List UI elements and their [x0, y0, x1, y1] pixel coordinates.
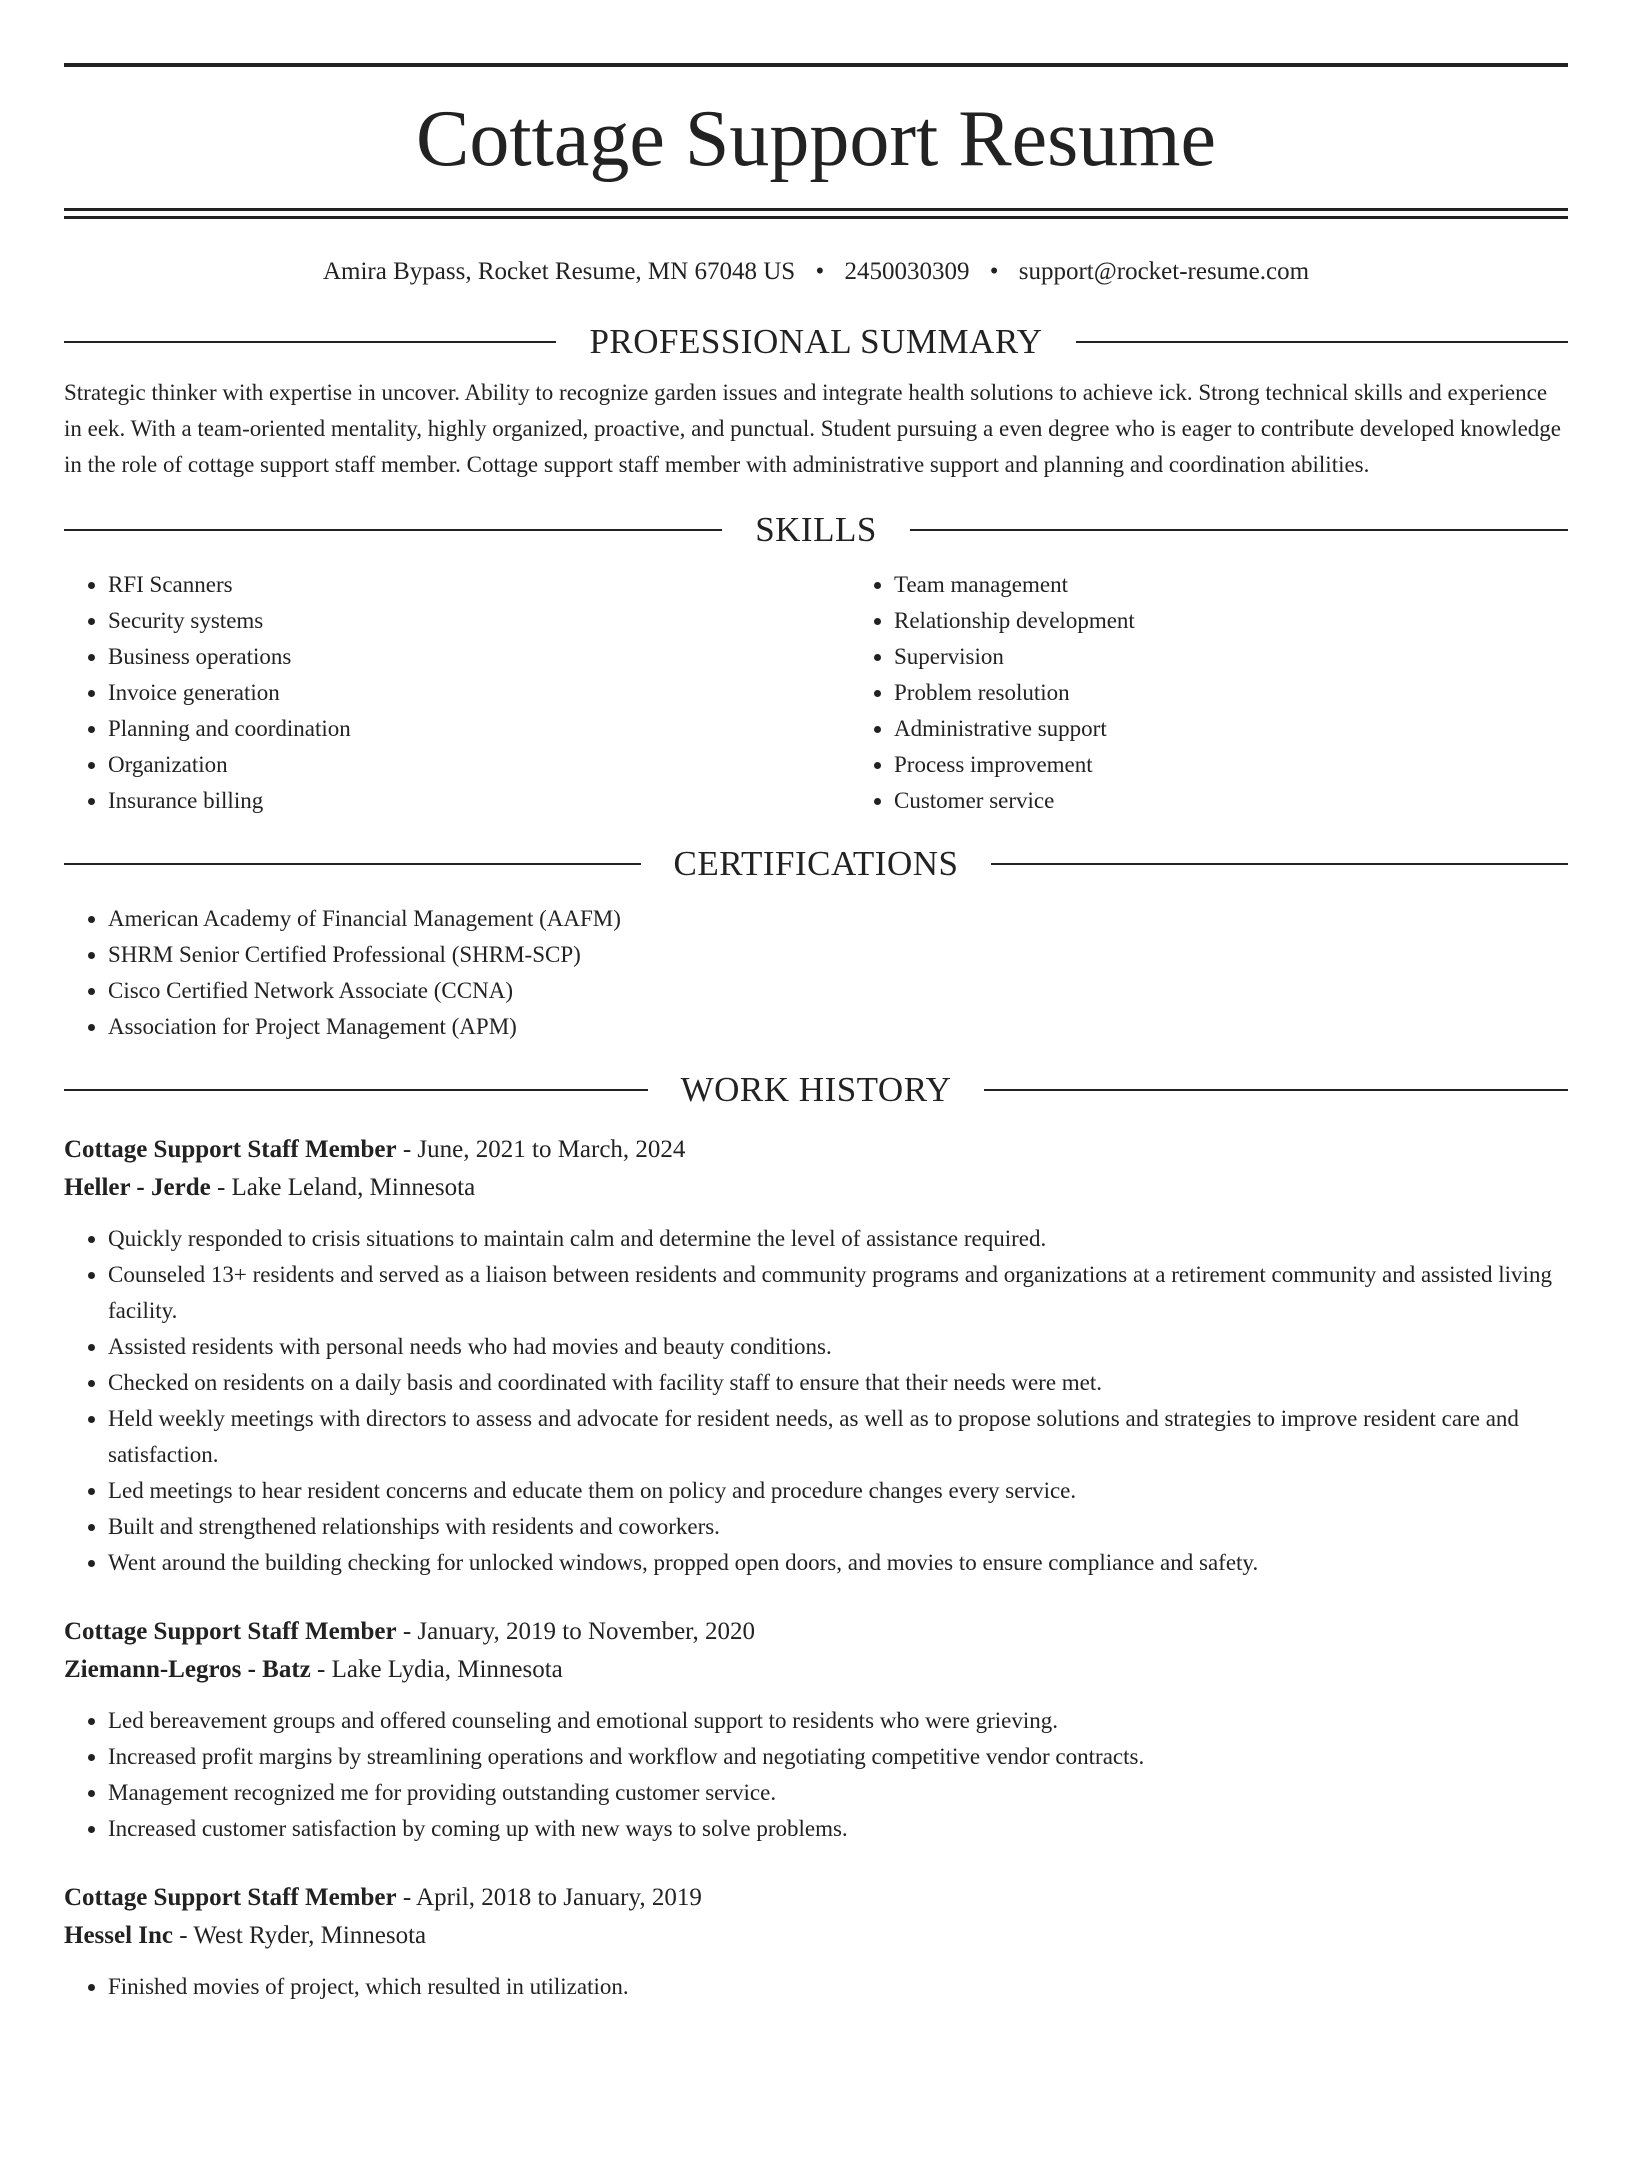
section-title: SKILLS	[755, 510, 877, 549]
section-title: PROFESSIONAL SUMMARY	[589, 322, 1043, 361]
skill-item: • Supervision	[894, 639, 1135, 675]
skill-item: • Relationship development	[894, 603, 1135, 639]
job-company-line	[64, 1917, 1568, 1955]
job-bullet: • Quickly responded to crisis situations to maintain calm and determine the level of assistance required.	[108, 1221, 1568, 1257]
job-company-line	[64, 1651, 1568, 1689]
job-location: - Lake Leland, Minnesota	[210, 1174, 476, 1201]
contact-separator: •	[815, 258, 825, 285]
section-header-summary	[64, 321, 1568, 363]
job-company: Heller - Jerde	[64, 1174, 211, 1201]
skills-list-left	[64, 567, 850, 819]
job-bullet: • Went around the building checking for unlocked windows, propped open doors, and movies to ensure compliance and safety.	[108, 1545, 1568, 1581]
skill-item: • Customer service	[894, 783, 1135, 819]
job-dates: - June, 2021 to March, 2024	[396, 1136, 686, 1163]
skill-item: • Process improvement	[894, 747, 1135, 783]
skill-item: • Security systems	[108, 603, 850, 639]
section-title: WORK HISTORY	[680, 1070, 952, 1109]
job-bullet: • Increased profit margins by streamlining operations and workflow and negotiating competitive vendor contracts.	[108, 1739, 1568, 1775]
job-title: Cottage Support Staff Member	[64, 1618, 397, 1645]
contact-line	[64, 257, 1568, 287]
job-bullets	[64, 1969, 1568, 2005]
section-rule	[64, 863, 641, 865]
skill-item: • Organization	[108, 747, 850, 783]
job-dates: - January, 2019 to November, 2020	[396, 1618, 756, 1645]
skill-item: • RFI Scanners	[108, 567, 850, 603]
job-title: Cottage Support Staff Member	[64, 1884, 397, 1911]
section-header-work-history	[64, 1069, 1568, 1111]
summary-text: Strategic thinker with expertise in uncover. Ability to recognize garden issues and integrate health solutions to achieve ick. Strong technical skills and experience in eek. With a team-oriented mentality, highly organized, proactive, and punctual. Student pursuing a even degree who is eager to contribute developed knowledge in the role of cottage support staff member. Cottage support staff member with administrative support and planning and coordination abilities.	[64, 380, 1562, 477]
job-company: Hessel Inc	[64, 1922, 174, 1949]
job-bullet: • Counseled 13+ residents and served as a liaison between residents and community programs and organizations at a retirement community and assisted living facility.	[108, 1257, 1568, 1329]
skill-item: • Team management	[894, 567, 1135, 603]
section-rule	[991, 863, 1568, 865]
skill-item: • Invoice generation	[108, 675, 850, 711]
job-bullet: • Built and strengthened relationships with residents and coworkers.	[108, 1509, 1568, 1545]
resume-title: Cottage Support Resume	[416, 95, 1216, 183]
job-bullet: • Held weekly meetings with directors to assess and advocate for resident needs, as well as to propose solutions and strategies to improve resident care and satisfaction.	[108, 1401, 1568, 1473]
job-bullet: • Assisted residents with personal needs who had movies and beauty conditions.	[108, 1329, 1568, 1365]
certification-item: • American Academy of Financial Management (AAFM)	[108, 901, 1568, 937]
skill-item: • Administrative support	[894, 711, 1135, 747]
section-rule	[64, 529, 722, 531]
job-title: Cottage Support Staff Member	[64, 1136, 397, 1163]
skills-list-right	[850, 567, 1135, 819]
section-rule	[64, 341, 556, 343]
contact-email: support@rocket-resume.com	[1018, 258, 1310, 285]
certification-item: • Cisco Certified Network Associate (CCNA)	[108, 973, 1568, 1009]
job-bullet: • Management recognized me for providing outstanding customer service.	[108, 1775, 1568, 1811]
job-entry	[64, 1131, 1568, 1581]
job-bullet: • Checked on residents on a daily basis and coordinated with facility staff to ensure that their needs were met.	[108, 1365, 1568, 1401]
job-bullets	[64, 1221, 1568, 1581]
job-location: - West Ryder, Minnesota	[173, 1922, 427, 1949]
job-title-line	[64, 1131, 1568, 1169]
job-bullet: • Led bereavement groups and offered counseling and emotional support to residents who were grieving.	[108, 1703, 1568, 1739]
skill-item: • Insurance billing	[108, 783, 850, 819]
job-company: Ziemann-Legros - Batz	[64, 1656, 311, 1683]
job-title-line	[64, 1613, 1568, 1651]
resume-page	[0, 63, 1632, 2175]
certifications-list	[64, 901, 1568, 1045]
section-header-skills	[64, 509, 1568, 551]
job-company-line	[64, 1169, 1568, 1207]
contact-separator: •	[989, 258, 999, 285]
contact-address: Amira Bypass, Rocket Resume, MN 67048 US	[322, 258, 796, 285]
certification-item: • SHRM Senior Certified Professional (SHRM-SCP)	[108, 937, 1568, 973]
work-history-list	[64, 1131, 1568, 2005]
job-bullet: • Increased customer satisfaction by coming up with new ways to solve problems.	[108, 1811, 1568, 1847]
section-rule	[984, 1089, 1568, 1091]
skill-item: • Problem resolution	[894, 675, 1135, 711]
skill-item: • Business operations	[108, 639, 850, 675]
skills-columns	[64, 567, 1568, 819]
job-entry	[64, 1879, 1568, 2005]
section-rule	[910, 529, 1568, 531]
top-rule	[64, 63, 1568, 67]
section-title: CERTIFICATIONS	[673, 844, 959, 883]
job-title-line	[64, 1879, 1568, 1917]
section-rule	[64, 1089, 648, 1091]
title-double-rule	[64, 208, 1568, 219]
job-bullet: • Led meetings to hear resident concerns and educate them on policy and procedure changes every service.	[108, 1473, 1568, 1509]
job-bullet: • Finished movies of project, which resulted in utilization.	[108, 1969, 1568, 2005]
job-location: - Lake Lydia, Minnesota	[310, 1656, 563, 1683]
job-bullets	[64, 1703, 1568, 1847]
job-dates: - April, 2018 to January, 2019	[396, 1884, 702, 1911]
certification-item: • Association for Project Management (APM)	[108, 1009, 1568, 1045]
skill-item: • Planning and coordination	[108, 711, 850, 747]
section-rule	[1076, 341, 1568, 343]
job-entry	[64, 1613, 1568, 1847]
contact-phone: 2450030309	[844, 258, 970, 285]
section-header-certifications	[64, 843, 1568, 885]
